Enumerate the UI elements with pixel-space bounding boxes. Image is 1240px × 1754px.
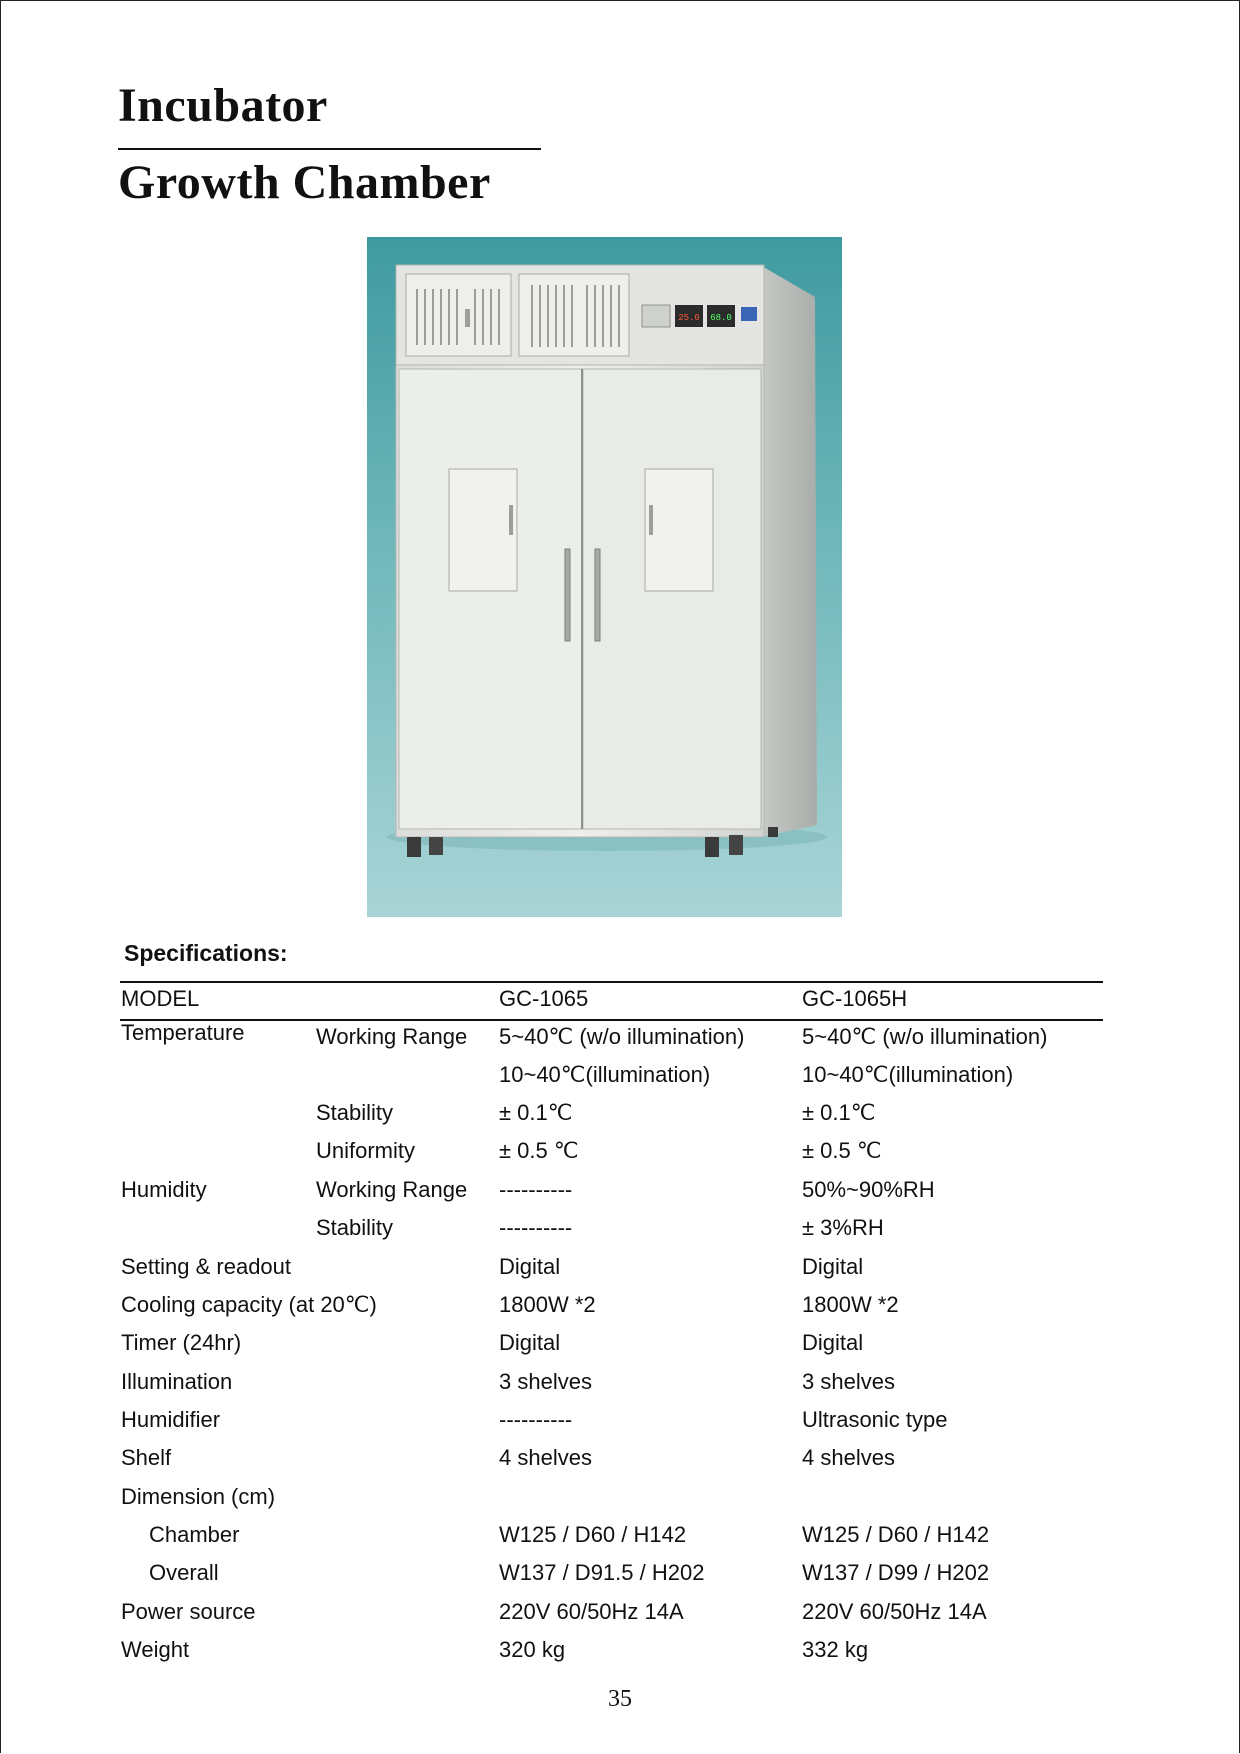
spec-row [0,1599,1240,1635]
page-title: Incubator [118,79,328,132]
spec-row [0,1637,1240,1673]
spec-sublabel: Working Range [316,1024,468,1049]
spec-value-gc1065: 10~40℃(illumination) [499,1062,711,1087]
spec-row [0,1138,1240,1174]
specifications-heading: Specifications: [124,940,288,966]
display-right: 68.0 [710,313,732,323]
spec-row [0,1369,1240,1405]
spec-value-gc1065: W137 / D91.5 / H202 [499,1560,705,1585]
spec-value-gc1065: 220V 60/50Hz 14A [499,1599,684,1624]
spec-value-gc1065: Digital [499,1330,561,1355]
title-divider [118,148,541,150]
spec-value-gc1065: 3 shelves [499,1369,592,1394]
header-col1: GC-1065 [499,986,589,1011]
spec-value-gc1065h: 220V 60/50Hz 14A [802,1599,987,1624]
spec-value-gc1065h: ± 0.1℃ [802,1100,876,1125]
spec-label: Timer (24hr) [121,1330,242,1355]
spec-label: Weight [121,1637,190,1662]
spec-row [0,1484,1240,1520]
spec-value-gc1065h: W125 / D60 / H142 [802,1522,990,1547]
spec-sublabel: Stability [316,1100,394,1125]
spec-value-gc1065: 5~40℃ (w/o illumination) [499,1024,745,1049]
spec-row [0,1254,1240,1290]
spec-value-gc1065: ---------- [499,1407,573,1432]
spec-label: Power source [121,1599,256,1624]
spec-value-gc1065h: Digital [802,1330,864,1355]
spec-row [0,1407,1240,1443]
spec-row [0,1445,1240,1481]
spec-label: Humidifier [121,1407,221,1432]
spec-value-gc1065: Digital [499,1254,561,1279]
spec-value-gc1065h: ± 0.5 ℃ [802,1138,882,1163]
spec-value-gc1065: 1800W *2 [499,1292,596,1317]
spec-value-gc1065h: 10~40℃(illumination) [802,1062,1014,1087]
spec-value-gc1065h: 50%~90%RH [802,1177,935,1202]
spec-row [0,1062,1240,1098]
spec-value-gc1065h: ± 3%RH [802,1215,884,1240]
spec-value-gc1065: W125 / D60 / H142 [499,1522,687,1547]
spec-value-gc1065h: 4 shelves [802,1445,895,1470]
spec-row [0,1177,1240,1213]
spec-row [0,1330,1240,1366]
table-header-row [0,986,1240,1022]
spec-value-gc1065h: Digital [802,1254,864,1279]
spec-label: Setting & readout [121,1254,292,1279]
spec-label: Cooling capacity (at 20℃) [121,1292,377,1317]
growth-chamber-illustration [367,237,842,917]
header-model: MODEL [121,986,200,1011]
spec-row [0,1292,1240,1328]
spec-value-gc1065: 320 kg [499,1637,566,1662]
spec-value-gc1065h: 5~40℃ (w/o illumination) [802,1024,1048,1049]
page-subtitle: Growth Chamber [118,156,491,209]
product-photo [367,237,842,917]
spec-value-gc1065: ± 0.1℃ [499,1100,573,1125]
header-col2: GC-1065H [802,986,908,1011]
spec-sublabel: Uniformity [316,1138,416,1163]
spec-sublabel: Working Range [316,1177,468,1202]
display-left: 25.0 [678,313,700,323]
table-header-rule [120,1019,1103,1021]
spec-value-gc1065h: Ultrasonic type [802,1407,948,1432]
spec-label: Overall [149,1560,219,1585]
spec-value-gc1065h: 332 kg [802,1637,869,1662]
table-top-rule [120,981,1103,983]
spec-row [0,1522,1240,1558]
spec-value-gc1065: ± 0.5 ℃ [499,1138,579,1163]
spec-row [0,1020,1240,1060]
spec-row [0,1215,1240,1251]
spec-row [0,1560,1240,1596]
spec-value-gc1065h: 1800W *2 [802,1292,899,1317]
spec-label: Illumination [121,1369,233,1394]
spec-sublabel: Stability [316,1215,394,1240]
spec-label: Humidity [121,1177,207,1202]
spec-row [0,1100,1240,1136]
spec-value-gc1065: ---------- [499,1215,573,1240]
spec-value-gc1065h: 3 shelves [802,1369,895,1394]
spec-label: Chamber [149,1522,240,1547]
spec-label: Dimension (cm) [121,1484,276,1509]
spec-value-gc1065: 4 shelves [499,1445,592,1470]
spec-value-gc1065h: W137 / D99 / H202 [802,1560,990,1585]
spec-label: Temperature [121,1020,245,1045]
spec-value-gc1065: ---------- [499,1177,573,1202]
page-number: 35 [608,1686,632,1712]
spec-label: Shelf [121,1445,172,1470]
